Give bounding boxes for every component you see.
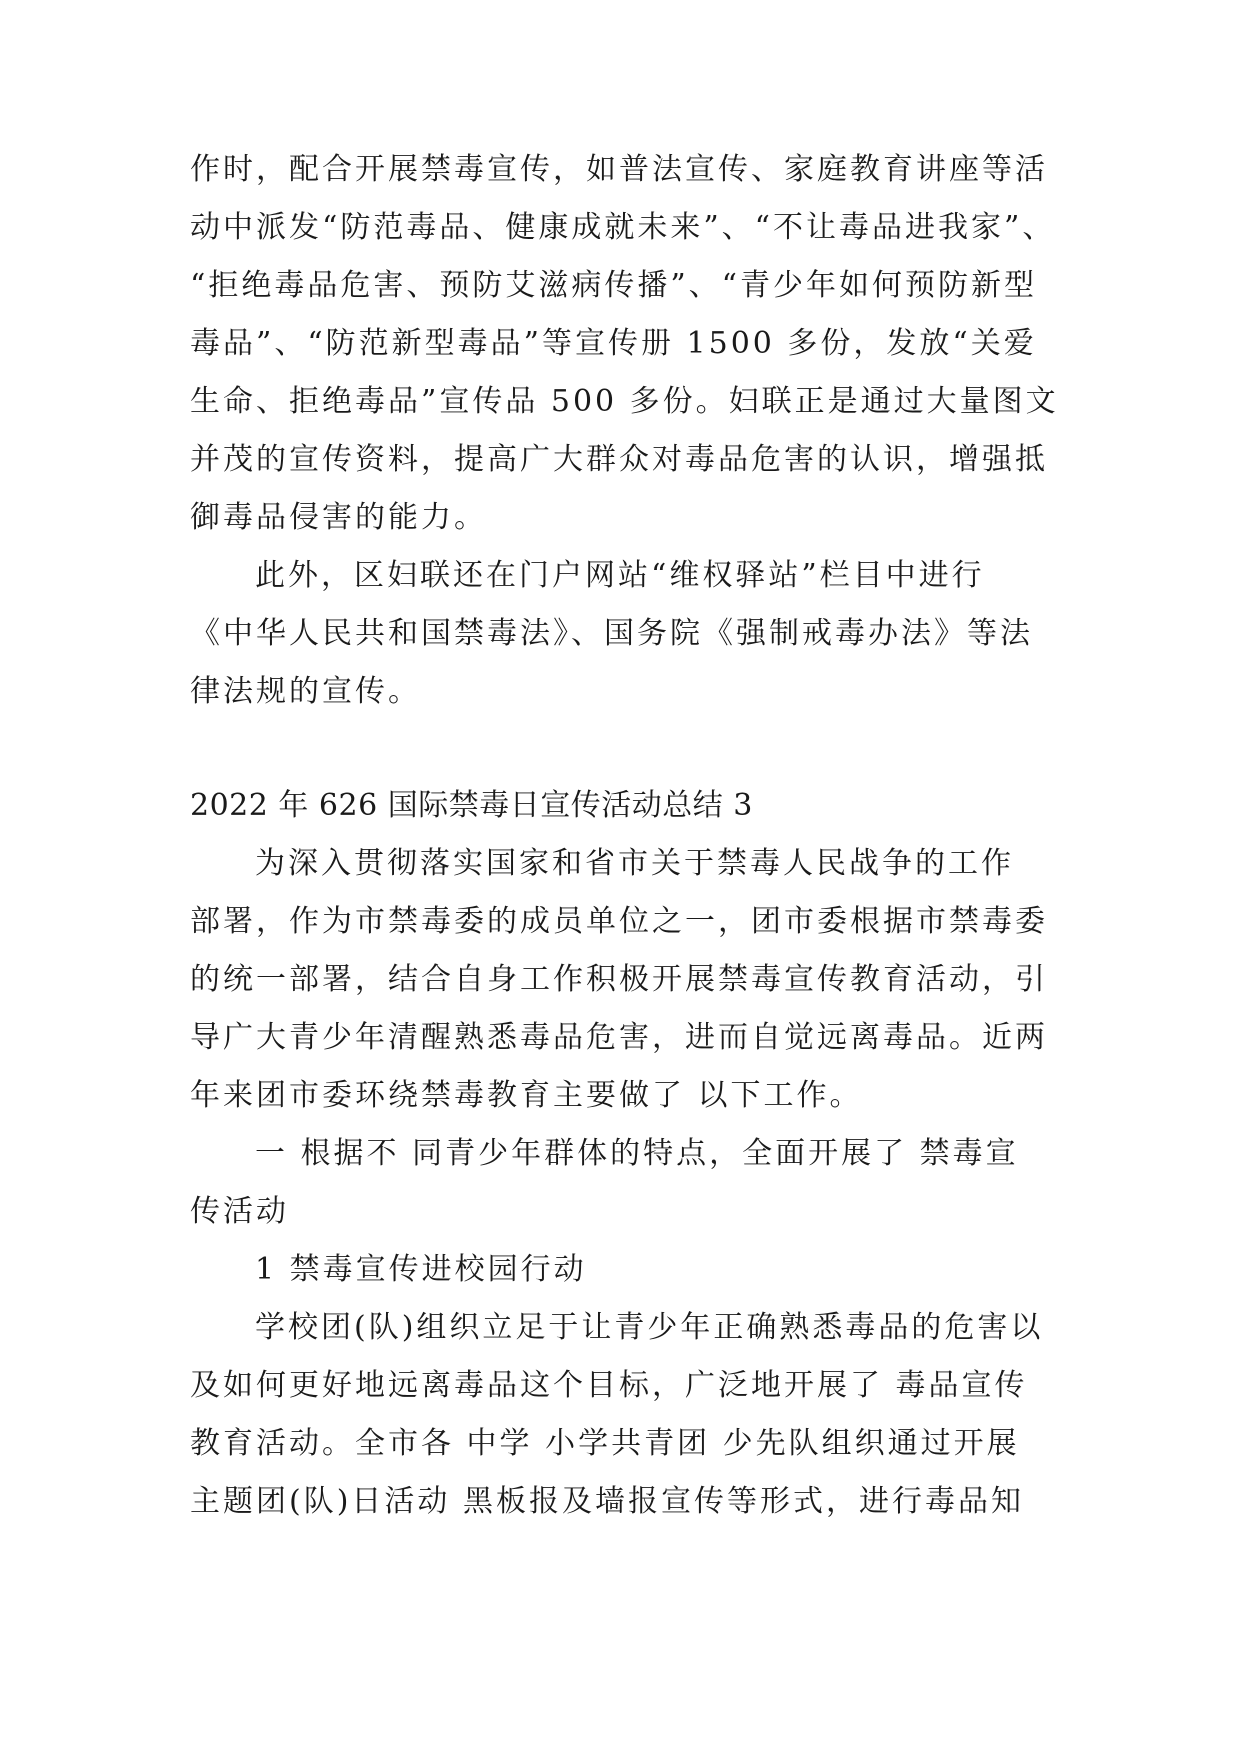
body-text-line: 御毒品侵害的能力。 (190, 500, 487, 535)
body-text-line: 导广大青少年清醒熟悉毒品危害，进而自觉远离毒品。近两 (190, 1020, 1048, 1055)
body-text-line: 部署，作为市禁毒委的成员单位之一，团市委根据市禁毒委 (190, 904, 1048, 939)
body-text-line: 主题团(队)日活动 黑板报及墙报宣传等形式，进行毒品知 (190, 1484, 1024, 1519)
body-text-line: 生命、拒绝毒品”宣传品 500 多份。妇联正是通过大量图文 (190, 384, 1059, 419)
body-text-line: 的统一部署，结合自身工作积极开展禁毒宣传教育活动，引 (190, 962, 1048, 997)
body-text-line: 年来团市委环绕禁毒教育主要做了 以下工作。 (190, 1078, 863, 1113)
section-title: 2022 年 626 国际禁毒日宣传活动总结 3 (190, 788, 753, 823)
body-text-line: 毒品”、“防范新型毒品”等宣传册 1500 多份，发放“关爱 (190, 326, 1037, 361)
body-text-line: 动中派发“防范毒品、健康成就未来”、“不让毒品进我家”、 (190, 210, 1056, 245)
body-text-line: “拒绝毒品危害、预防艾滋病传播”、“青少年如何预防新型 (190, 268, 1038, 303)
body-text-line: 此外，区妇联还在门户网站“维权驿站”栏目中进行 (255, 558, 985, 593)
body-text-line: 作时，配合开展禁毒宣传，如普法宣传、家庭教育讲座等活 (190, 152, 1048, 187)
body-text-line: 为深入贯彻落实国家和省市关于禁毒人民战争的工作 (255, 846, 1014, 881)
sub-subsection-heading: 1 禁毒宣传进校园行动 (255, 1252, 587, 1287)
body-text-line: 并茂的宣传资料，提高广大群众对毒品危害的认识，增强抵 (190, 442, 1048, 477)
body-text-line: 学校团(队)组织立足于让青少年正确熟悉毒品的危害以 (255, 1310, 1044, 1345)
subsection-heading: 一 根据不 同青少年群体的特点，全面开展了 禁毒宣 (255, 1136, 1019, 1171)
body-text-line: 《中华人民共和国禁毒法》、国务院《强制戒毒办法》等法 (190, 616, 1033, 651)
body-text-line: 及如何更好地远离毒品这个目标，广泛地开展了 毒品宣传 (190, 1368, 1028, 1403)
body-text-line: 律法规的宣传。 (190, 674, 421, 709)
body-text-line: 教育活动。全市各 中学 小学共青团 少先队组织通过开展 (190, 1426, 1020, 1461)
subsection-heading: 传活动 (190, 1194, 289, 1229)
